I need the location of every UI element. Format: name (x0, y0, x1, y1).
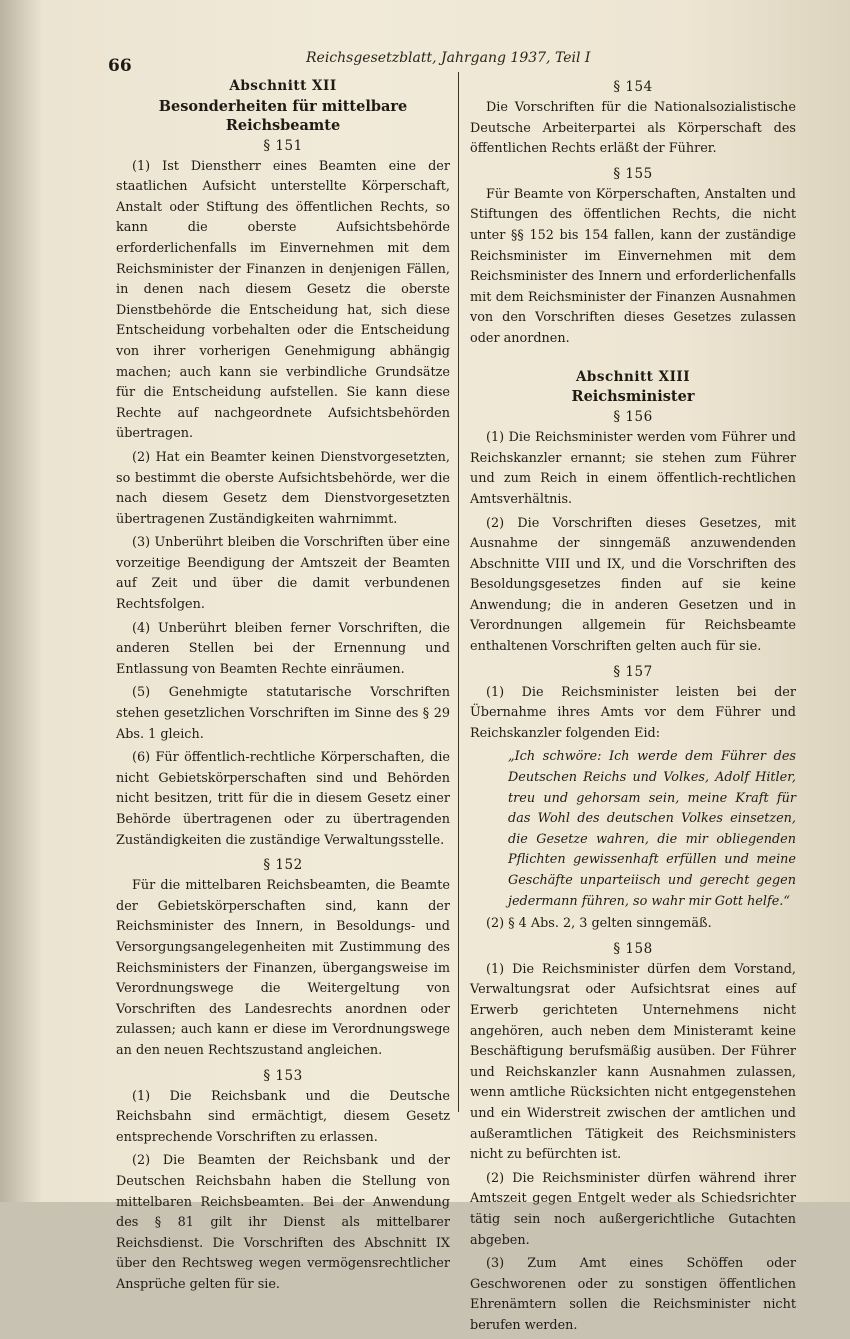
paragraph-153-1: (1) Die Reichsbank und die Deutsche Reichsbahn sind ermächtigt, diesem Gesetz entsprechende Vorschriften zu erlassen. (116, 1088, 450, 1145)
section-title-line2: Reichsbeamte (225, 116, 341, 134)
paragraph-151-3: (3) Unberührt bleiben die Vorschriften über eine vorzeitige Beendigung der Amtszeit der Beamten auf Zeit und über die damit verbundenen Rechtsfolgen. (116, 535, 450, 613)
paragraph-label-153: § 153 (263, 1067, 303, 1084)
paragraph-label-157: § 157 (613, 663, 653, 680)
right-column (470, 76, 796, 1339)
column-divider (458, 72, 459, 1112)
paragraph-153-2: (2) Die Beamten der Reichsbank und der Deutschen Reichsbahn haben die Stellung von mittelbaren Reichsbeamten. Bei der Anwendung des § 81 gilt ihr Dienst als mittelbarer Reichsdienst. Die Vorschriften des Abschnitt IX über den Rechtsweg wegen vermögensrechtlicher Ansprüche gelten für sie. (116, 1153, 450, 1292)
section-title-line1: Besonderheiten für mittelbare (158, 97, 408, 115)
paragraph-label-156: § 156 (613, 409, 653, 426)
oath-text: „Ich schwöre: Ich werde dem Führer des Deutschen Reichs und Volkes, Adolf Hitler, treu und gehorsam sein, meine Kraft für das Wohl des deutschen Volkes einsetzen, die Gesetze wahren, die mir obliegenden Pflichten gewissenhaft erfüllen und meine Geschäfte unparteiisch und gerecht gegen jedermann führen, so wahr mir Gott helfe.“ (508, 749, 796, 909)
paragraph-158-1: (1) Die Reichsminister dürfen dem Vorstand, Verwaltungsrat oder Aufsichtsrat eines auf Erwerb gerichteten Unternehmens nicht angehören, auch neben dem Ministeramt keine Beschäftigung berufsmäßig ausüben. Der Führer und Reichskanzler kann Ausnahmen zulassen, wenn amtliche Rücksichten nicht entgegenstehen und ein Widerstreit zwischen der amtlichen und außeramtlichen Tätigkeit des Reichsministers nicht zu befürchten ist. (470, 961, 796, 1163)
paragraph-156-1: (1) Die Reichsminister werden vom Führer und Reichskanzler ernannt; sie stehen zum Führer und zum Reich in einem öffentlich-rechtlichen Amtsverhältnis. (470, 430, 796, 507)
paragraph-151-4: (4) Unberührt bleiben ferner Vorschriften, die anderen Stellen bei der Ernennung und Entlassung von Beamten Rechte einräumen. (116, 620, 450, 677)
paragraph-154-1: Die Vorschriften für die Nationalsozialistische Deutsche Arbeiterpartei als Körperschaft des öffentlichen Rechts erläßt der Führer. (470, 100, 796, 157)
paragraph-157-1: (1) Die Reichsminister leisten bei der Übernahme ihres Amts vor dem Führer und Reichskanzler folgenden Eid: (470, 684, 796, 741)
running-title: Reichsgesetzblatt, Jahrgang 1937, Teil I (306, 50, 591, 66)
paragraph-151-6: (6) Für öffentlich-rechtliche Körperschaften, die nicht Gebietskörperschaften sind und Behörden nicht besitzen, tritt für die in diesem Gesetz einer Behörde übertragenen oder zu übertragenden Zuständigkeiten die zuständige Verwaltungsstelle. (116, 750, 450, 848)
paragraph-label-155: § 155 (613, 165, 653, 182)
paragraph-156-2: (2) Die Vorschriften dieses Gesetzes, mit Ausnahme der sinngemäß anzuwendenden Abschnitte VIII und IX, und die Vorschriften des Besoldungsgesetzes finden auf sie keine Anwendung; die in anderen Gesetzen und in Verordnungen allgemein für Reichsbeamte enthaltenen Vorschriften gelten auch für sie. (470, 515, 796, 655)
page-number: 66 (108, 56, 132, 76)
paragraph-label-152: § 152 (263, 857, 303, 874)
paragraph-155-1: Für Beamte von Körperschaften, Anstalten und Stiftungen des öffentlichen Rechts, die nicht unter §§ 152 bis 154 fallen, kann der zuständige Reichsminister im Einvernehmen mit dem Reichsminister des Innern und erforderlichenfalls mit dem Reichsminister der Finanzen Ausnahmen von den Vorschriften dieses Gesetzes zulassen oder anordnen. (470, 186, 796, 346)
paragraph-label-151: § 151 (263, 137, 303, 154)
paragraph-158-3: (3) Zum Amt eines Schöffen oder Geschworenen oder zu sonstigen öffentlichen Ehrenämtern sollen die Reichsminister nicht berufen werden. (470, 1256, 796, 1333)
paragraph-158-2: (2) Die Reichsminister dürfen während ihrer Amtszeit gegen Entgelt weder als Schiedsrichter tätig sein noch außergerichtliche Gutachten abgeben. (470, 1170, 796, 1248)
paragraph-157-2: (2) § 4 Abs. 2, 3 gelten sinngemäß. (486, 916, 712, 932)
paragraph-label-158: § 158 (613, 940, 653, 957)
paragraph-152-1: Für die mittelbaren Reichsbeamten, die Beamte der Gebietskörperschaften sind, kann der Reichsminister des Innern, in Besoldungs- und Versorgungsangelegenheiten mit Zustimmung des Reichsministers der Finanzen, übergangsweise im Verordnungswege die Weitergeltung von Vorschriften des Landesrechts anordnen oder zulassen; auch kann er diese im Verordnungswege an den neuen Rechtszustand angleichen. (116, 878, 450, 1058)
section-heading-xii: Abschnitt XII (229, 78, 337, 94)
paragraph-151-5: (5) Genehmigte statutarische Vorschriften stehen gesetzlichen Vorschriften im Sinne des § 29 Abs. 1 gleich. (116, 685, 450, 742)
section-heading-xiii: Abschnitt XIII (575, 368, 691, 385)
paragraph-label-154: § 154 (613, 79, 653, 95)
left-column (116, 76, 450, 1298)
section-title-reichsminister: Reichsminister (571, 388, 695, 406)
paragraph-151-1: (1) Ist Dienstherr eines Beamten eine der staatlichen Aufsicht unterstellte Körperschaft, Anstalt oder Stiftung des öffentlichen Rechts, so kann die oberste Aufsichtsbehörde erforderlichenfalls im Einvernehmen mit dem Reichsminister der Finanzen in denjenigen Fällen, in denen nach diesem Gesetz die oberste Dienstbehörde die Entscheidung hat, sich diese Entscheidung vorbehalten oder die Entscheidung von ihrer vorherigen Genehmigung abhängig machen; auch kann sie verbindliche Grundsätze für die Entscheidung aufstellen. Sie kann diese Rechte auf nachgeordnete Aufsichtsbehörden übertragen. (116, 158, 450, 442)
paragraph-151-2: (2) Hat ein Beamter keinen Dienstvorgesetzten, so bestimmt die oberste Aufsichtsbehörde, wer die nach diesem Gesetz dem Dienstvorgesetzten übertragenen Zuständigkeiten wahrnimmt. (116, 449, 450, 527)
